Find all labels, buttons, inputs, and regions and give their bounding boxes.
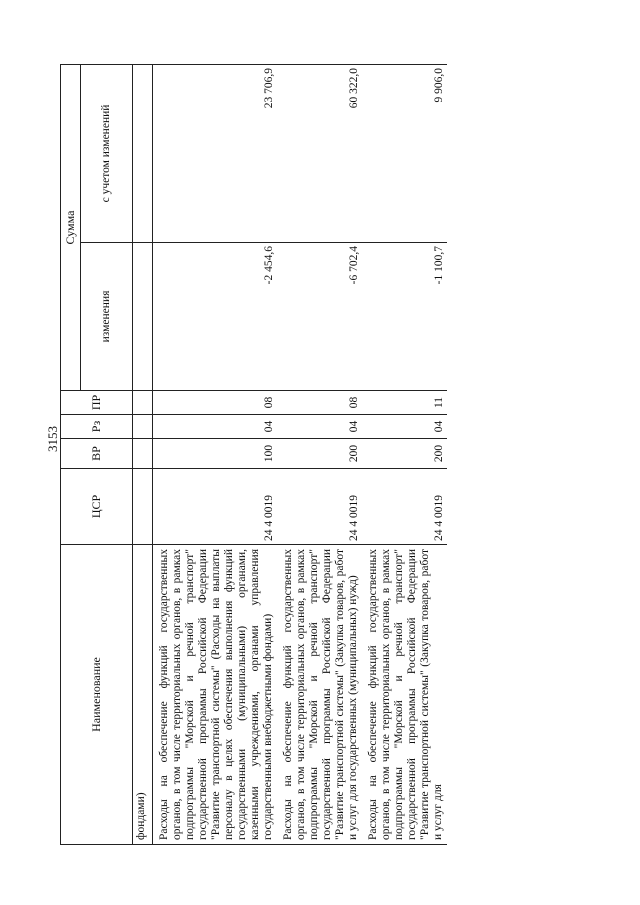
row-vr: 200 <box>362 439 447 469</box>
row-vr: 100 <box>153 439 278 469</box>
row-rz: 04 <box>277 415 362 439</box>
header-vr: ВР <box>61 439 133 469</box>
budget-table-rotated <box>60 65 600 845</box>
header-csr: ЦСР <box>61 469 133 545</box>
header-with-changes: с учетом изменений <box>81 64 133 242</box>
row-name: Расходы на обеспечение функций государственных органов, в том числе территориальных органов, в рамках подпрограммы "Морской и речной транспорт" государственной программы Российской Федерации "Развитие транспортной системы" (Расходы на выплаты персоналу в целях обеспечения выполнения функций государственными (муниципальными) органами, казенными учреждениями, органами управления государственными внебюджетными фондами) <box>153 545 278 845</box>
row-total: 60 322,0 <box>277 64 362 242</box>
table-row <box>362 64 447 844</box>
table-row-continuation <box>133 64 153 844</box>
header-rz: Рз <box>61 415 133 439</box>
continuation-text: фондами) <box>133 545 153 845</box>
row-name: Расходы на обеспечение функций государственных органов, в том числе территориальных органов, в рамках подпрограммы "Морской и речной транспорт" государственной программы Российской Федерации "Развитие транспортной системы" (Закупка товаров, работ и услуг для <box>362 545 447 845</box>
row-change: -2 454,6 <box>153 243 278 391</box>
header-summa: Сумма <box>61 64 81 390</box>
budget-table <box>60 64 447 845</box>
header-name: Наименование <box>61 545 133 845</box>
row-rz: 04 <box>362 415 447 439</box>
row-rz: 04 <box>153 415 278 439</box>
header-changes: изменения <box>81 243 133 391</box>
row-csr: 24 4 0019 <box>277 469 362 545</box>
row-total: 23 706,9 <box>153 64 278 242</box>
row-change: -1 100,7 <box>362 243 447 391</box>
row-pr: 08 <box>277 391 362 415</box>
row-pr: 08 <box>153 391 278 415</box>
page-number: 3153 <box>45 426 60 452</box>
row-total: 9 906,0 <box>362 64 447 242</box>
row-vr: 200 <box>277 439 362 469</box>
table-row <box>153 64 278 844</box>
table-row <box>277 64 362 844</box>
header-pr: ПР <box>61 391 133 415</box>
row-change: -6 702,4 <box>277 243 362 391</box>
row-name: Расходы на обеспечение функций государственных органов, в том числе территориальных органов, в рамках подпрограммы "Морской и речной транспорт" государственной программы Российской Федерации "Развитие транспортной системы" (Закупка товаров, работ и услуг для государственных (муниципальных) нужд) <box>277 545 362 845</box>
row-csr: 24 4 0019 <box>153 469 278 545</box>
row-pr: 11 <box>362 391 447 415</box>
row-csr: 24 4 0019 <box>362 469 447 545</box>
